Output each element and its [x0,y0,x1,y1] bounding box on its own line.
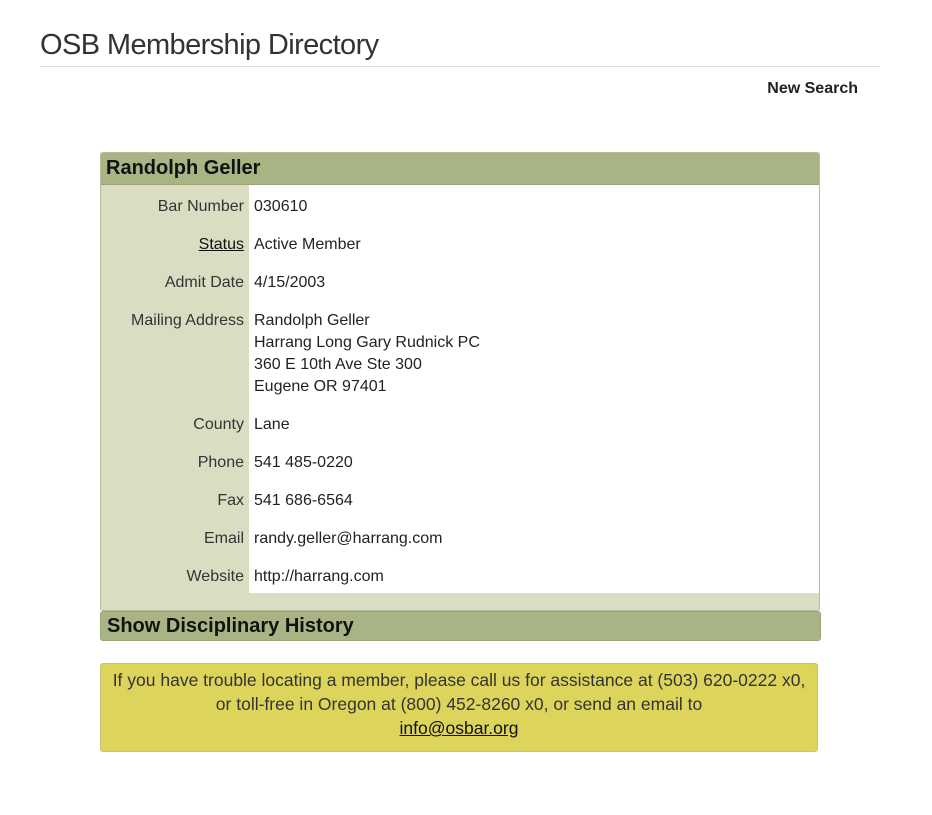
detail-row-county [101,403,819,441]
website-value: http://harrang.com [254,568,384,585]
status-value: Active Member [254,236,361,253]
detail-row-status [101,223,819,261]
address-line: Randolph Geller [254,312,370,329]
phone-label: Phone [197,454,244,471]
member-details [101,185,819,593]
status-label-cell [101,234,244,256]
detail-row-bar-number [101,185,819,223]
show-disciplinary-history-toggle[interactable]: Show Disciplinary History [100,611,821,641]
detail-row-mailing-address [101,299,819,403]
bar-number-label: Bar Number [157,198,244,215]
help-notice [100,663,818,752]
email-label: Email [203,530,244,547]
detail-row-phone [101,441,819,479]
bar-number-value: 030610 [254,198,308,215]
admit-date-label: Admit Date [164,274,244,291]
page-title: OSB Membership Directory [40,29,379,61]
member-name: Randolph Geller [101,153,819,185]
detail-row-website [101,555,819,593]
member-card [100,152,820,611]
detail-row-email [101,517,819,555]
address-line: Eugene OR 97401 [254,378,387,395]
detail-row-admit-date [101,261,819,299]
county-label: County [193,416,244,433]
county-value: Lane [254,416,290,433]
status-help-link[interactable]: Status [198,236,244,253]
mailing-address-label: Mailing Address [131,312,244,329]
title-divider [40,66,880,67]
new-search-link[interactable]: New Search [767,80,858,97]
email-value: randy.geller@harrang.com [254,530,443,547]
address-line: 360 E 10th Ave Ste 300 [254,356,422,373]
mailing-address-value [254,310,480,398]
phone-value: 541 485-0220 [254,454,353,471]
admit-date-value: 4/15/2003 [254,274,326,291]
address-line: Harrang Long Gary Rudnick PC [254,334,480,351]
help-text: If you have trouble locating a member, please call us for assistance at (503) 620-0222 x0, or toll-free in Oregon at (800) 452-8260 x0, or send an email to [112,670,806,714]
help-email-link[interactable]: info@osbar.org [399,718,519,738]
fax-label: Fax [217,492,244,509]
website-label: Website [186,568,244,585]
fax-value: 541 686-6564 [254,492,353,509]
detail-row-fax [101,479,819,517]
